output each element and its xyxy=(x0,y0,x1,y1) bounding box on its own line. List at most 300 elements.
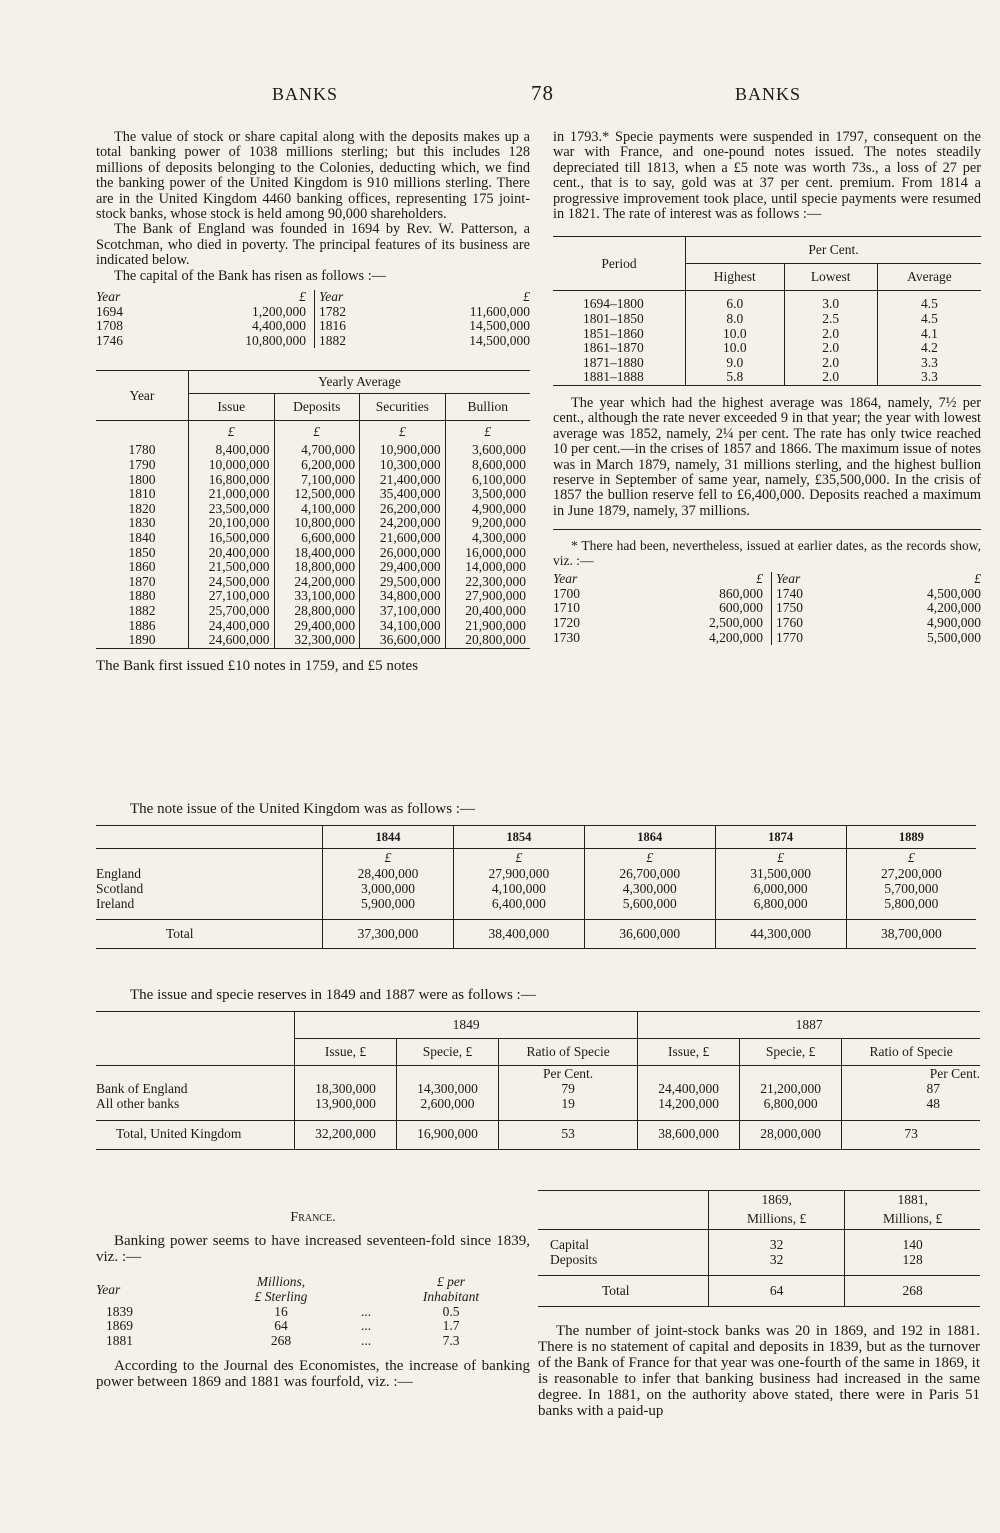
cell: 16,500,000 xyxy=(189,531,275,546)
table-row xyxy=(96,1305,516,1320)
specie-section xyxy=(96,988,980,1152)
cell: 1708 xyxy=(96,318,123,334)
cell: 860,000 xyxy=(719,585,763,601)
paragraph xyxy=(96,1358,530,1390)
cell: 18,300,000 xyxy=(295,1082,397,1097)
cell: 1840 xyxy=(128,530,156,545)
cell: 16,800,000 xyxy=(189,473,275,488)
table-row xyxy=(96,305,530,320)
paragraph: The value of stock or share capital along with the deposits makes up a total banking power of 1038 millions sterling; but this includes 128 millions of deposits belonging to the Colonies, deducting which, we find the banking power of the United Kingdom is 910 millions sterling. There are in the United Kingdom 4460 banking offices, representing 175 joint-stock banks, whose stock is held among 90,000 shareholders. xyxy=(96,129,530,223)
cell: 10,300,000 xyxy=(360,458,446,473)
cell: 4,500,000 xyxy=(927,585,981,601)
table-row xyxy=(96,560,530,575)
cell: 9,200,000 xyxy=(445,516,530,531)
cell: 3,600,000 xyxy=(445,443,530,458)
cell: 4,300,000 xyxy=(584,882,715,897)
cell: 33,100,000 xyxy=(274,589,360,604)
cell: 21,600,000 xyxy=(360,531,446,546)
leader-dots: ... xyxy=(360,1303,372,1319)
total-value: 268 xyxy=(845,1276,980,1307)
cell: 3,500,000 xyxy=(445,487,530,502)
cell: 18,800,000 xyxy=(274,560,360,575)
cell: 1800 xyxy=(128,471,156,487)
cell: 24,500,000 xyxy=(189,575,275,590)
col-group: Per Cent. xyxy=(686,237,982,264)
cell: 4.2 xyxy=(877,341,981,356)
col-ratio: Ratio of Specie xyxy=(499,1039,638,1066)
cell: 1830 xyxy=(128,515,156,531)
cell: 14,500,000 xyxy=(469,332,530,348)
cell: 1882 xyxy=(128,602,156,618)
cell: 18,400,000 xyxy=(274,546,360,561)
cell: 5,700,000 xyxy=(846,882,976,897)
cell: 53 xyxy=(499,1120,638,1149)
cell: 3.3 xyxy=(877,370,981,385)
cell: 20,400,000 xyxy=(189,546,275,561)
cell: 10,800,000 xyxy=(245,332,306,348)
cell: Capital xyxy=(550,1237,589,1252)
paragraph: Banking power seems to have increased seventeen-fold since 1839, viz. :— xyxy=(96,1233,530,1266)
cell: 3.0 xyxy=(784,297,877,312)
cell: 37,300,000 xyxy=(323,920,454,949)
col-issue: Issue xyxy=(189,394,275,421)
cell: 20,400,000 xyxy=(445,604,530,619)
table-row xyxy=(538,1238,980,1253)
leader-dots: ... xyxy=(360,1332,372,1348)
cell: 21,200,000 xyxy=(740,1082,842,1097)
cell: 1870 xyxy=(128,573,156,589)
col-sterling: £ Sterling xyxy=(254,1289,308,1304)
table-row xyxy=(553,341,981,356)
cell: 14,200,000 xyxy=(638,1097,740,1112)
paragraph: The issue and specie reserves in 1849 and 1887 were as follows :— xyxy=(130,987,536,1003)
cell: 1844 xyxy=(323,826,454,849)
cell: 10.0 xyxy=(686,327,785,342)
left-column xyxy=(96,130,530,674)
col-bullion: Bullion xyxy=(445,394,530,421)
cell: 1889 xyxy=(846,826,976,849)
cell: 1740 xyxy=(772,587,837,602)
table-row xyxy=(553,601,981,616)
table-row xyxy=(96,334,530,349)
france-power-table xyxy=(96,1275,516,1348)
cell: 140 xyxy=(845,1238,980,1253)
cell: 4.5 xyxy=(877,297,981,312)
cell: 5.8 xyxy=(686,370,785,385)
col-group: Yearly Average xyxy=(189,371,531,394)
cell: 87 xyxy=(842,1082,980,1097)
early-notes-table xyxy=(553,572,981,645)
cell: 4,300,000 xyxy=(445,531,530,546)
cell: 2.0 xyxy=(784,327,877,342)
cell: 10,000,000 xyxy=(189,458,275,473)
cell: All other banks xyxy=(96,1096,180,1111)
cell: 12,500,000 xyxy=(274,487,360,502)
col-unit: Millions, £ xyxy=(845,1209,980,1230)
col-lowest: Lowest xyxy=(784,264,877,291)
cell: Bank of England xyxy=(96,1081,188,1097)
cell: 24,400,000 xyxy=(638,1082,740,1097)
cell: 7.3 xyxy=(442,1332,460,1348)
cell: England xyxy=(96,866,141,882)
table-row xyxy=(96,882,976,897)
total-value: 64 xyxy=(709,1276,845,1307)
france-right xyxy=(538,1190,980,1419)
table-row xyxy=(96,911,976,920)
cell: 4,400,000 xyxy=(252,318,306,334)
col-specie: Specie, £ xyxy=(397,1039,499,1066)
cell: 1710 xyxy=(553,600,580,616)
cell: 1881 xyxy=(106,1332,133,1348)
cell: 32,300,000 xyxy=(274,633,360,648)
col-securities: Securities xyxy=(360,394,446,421)
col-year: Year xyxy=(315,290,380,305)
col-issue: Issue, £ xyxy=(295,1039,397,1066)
cell: 2,600,000 xyxy=(397,1097,499,1112)
cell: 21,000,000 xyxy=(189,487,275,502)
total-label: Total xyxy=(96,920,323,949)
cell: 1694 xyxy=(96,303,123,319)
cell: 28,000,000 xyxy=(740,1120,842,1149)
interest-table xyxy=(553,236,981,388)
cell: 73 xyxy=(842,1120,980,1149)
cell: 1860 xyxy=(128,559,156,575)
cell: 44,300,000 xyxy=(715,920,846,949)
cell: 24,200,000 xyxy=(360,516,446,531)
cell: 4.5 xyxy=(877,312,981,327)
table-row xyxy=(96,633,530,648)
cell: 20,100,000 xyxy=(189,516,275,531)
section-heading: France. xyxy=(290,1210,336,1225)
table-row xyxy=(96,546,530,561)
cell: Ireland xyxy=(96,895,135,911)
cell: 5,600,000 xyxy=(584,897,715,912)
table-row xyxy=(96,458,530,473)
col-per: £ per xyxy=(436,1274,466,1290)
cell: 5,900,000 xyxy=(323,897,454,912)
cell: 6.0 xyxy=(686,297,785,312)
table-row xyxy=(96,531,530,546)
cell: 1851–1860 xyxy=(583,325,644,341)
cell: 1694–1800 xyxy=(583,296,644,312)
paragraph: The note issue of the United Kingdom was as follows :— xyxy=(130,801,475,817)
cell: 27,900,000 xyxy=(445,589,530,604)
cell: 21,500,000 xyxy=(189,560,275,575)
table-row xyxy=(96,502,530,517)
table-row xyxy=(553,312,981,327)
cell: 32 xyxy=(709,1238,845,1253)
cell: 8,400,000 xyxy=(189,443,275,458)
table-row xyxy=(553,370,981,385)
cell: 10,800,000 xyxy=(274,516,360,531)
france-left xyxy=(96,1210,530,1390)
cell: 29,400,000 xyxy=(360,560,446,575)
cell: 48 xyxy=(842,1097,980,1112)
col-year: Year xyxy=(772,572,837,587)
cell: 14,000,000 xyxy=(445,560,530,575)
cell: 1801–1850 xyxy=(583,311,644,327)
cell: 79 xyxy=(499,1082,638,1097)
cell: 600,000 xyxy=(719,600,763,616)
col-period: Period xyxy=(553,237,686,291)
table-row xyxy=(553,616,981,631)
table-row xyxy=(96,1097,980,1112)
paragraph: The capital of the Bank has risen as follows :— xyxy=(114,267,386,284)
unit: £ xyxy=(360,421,446,444)
cell: £ xyxy=(584,849,715,868)
table-row xyxy=(96,604,530,619)
cell: 4,700,000 xyxy=(274,443,360,458)
col-deposits: Deposits xyxy=(274,394,360,421)
col-specie: Specie, £ xyxy=(740,1039,842,1066)
cell: 35,400,000 xyxy=(360,487,446,502)
note-issue-table xyxy=(96,825,976,951)
table-row xyxy=(96,589,530,604)
cell: 1770 xyxy=(772,631,837,646)
paragraph-text: According to the Journal des Economistes, the increase of banking power between 1869 and 1881 was fourfold, viz. :— xyxy=(96,1358,530,1391)
cell: 24,600,000 xyxy=(189,633,275,648)
cell: 31,500,000 xyxy=(715,867,846,882)
cell: 23,500,000 xyxy=(189,502,275,517)
per-cent: Per Cent. xyxy=(842,1066,980,1083)
cell: 6,200,000 xyxy=(274,458,360,473)
table-row xyxy=(96,619,530,634)
total-label: Total xyxy=(538,1276,709,1307)
cell: 13,900,000 xyxy=(295,1097,397,1112)
col-year: Year xyxy=(96,371,189,421)
cell: 26,700,000 xyxy=(584,867,715,882)
cell: 29,400,000 xyxy=(274,619,360,634)
cell: 36,600,000 xyxy=(584,920,715,949)
cell: 6,800,000 xyxy=(715,897,846,912)
col-unit: £ xyxy=(299,289,306,305)
col-unit: Millions, £ xyxy=(709,1209,845,1230)
table-row xyxy=(96,1319,516,1334)
cell: 16 xyxy=(274,1303,288,1319)
col-average: Average xyxy=(877,264,981,291)
cell: 7,100,000 xyxy=(274,473,360,488)
table-row xyxy=(96,867,976,882)
cell: Scotland xyxy=(96,881,144,896)
cell: 25,700,000 xyxy=(189,604,275,619)
cell: 32 xyxy=(709,1253,845,1268)
cell: 1820 xyxy=(128,500,156,516)
cell: 38,600,000 xyxy=(638,1120,740,1149)
cell: 1864 xyxy=(584,826,715,849)
paragraph: in 1793.* Specie payments were suspended in 1797, consequent on the war with France, and one-pound notes issued. The notes steadily depreciated till 1813, when a £5 note was worth 73s., a loss of 27 per cent., that is to say, gold was at 37 per cent. premium. From 1814 a progressive improvement took place, until specie payments were resumed in 1821. The rate of interest was as follows :— xyxy=(553,129,981,223)
table-row xyxy=(96,1112,980,1121)
paragraph: The Bank of England was founded in 1694 by Rev. W. Patterson, a Scotchman, who died in poverty. The principal features of its business are indicated below. xyxy=(96,221,530,269)
cell: 10.0 xyxy=(686,341,785,356)
cell: 28,400,000 xyxy=(323,867,454,882)
col-highest: Highest xyxy=(686,264,785,291)
cell: 3,000,000 xyxy=(323,882,454,897)
cell: 4,900,000 xyxy=(927,615,981,631)
col-inhabitant: Inhabitant xyxy=(422,1289,480,1304)
year-1849: 1849 xyxy=(295,1012,638,1039)
cell: 9.0 xyxy=(686,356,785,371)
cell: 27,200,000 xyxy=(846,867,976,882)
cell: Deposits xyxy=(550,1251,598,1267)
cell: 11,600,000 xyxy=(469,303,530,319)
per-cent: Per Cent. xyxy=(499,1066,638,1083)
cell: 4,200,000 xyxy=(709,629,763,645)
page-number: 78 xyxy=(531,81,554,105)
cell: 1880 xyxy=(128,588,156,604)
cell: 29,500,000 xyxy=(360,575,446,590)
table-row xyxy=(553,327,981,342)
col-ratio: Ratio of Specie xyxy=(842,1039,980,1066)
cell: 1780 xyxy=(128,442,156,458)
cell: 1746 xyxy=(96,332,123,348)
cell: 27,100,000 xyxy=(189,589,275,604)
cell: 64 xyxy=(274,1318,288,1334)
cell: 1871–1880 xyxy=(583,354,644,370)
table-row xyxy=(538,1267,980,1276)
cell: 1720 xyxy=(553,615,580,631)
cell: 8.0 xyxy=(686,312,785,327)
total-label: Total, United Kingdom xyxy=(96,1120,295,1149)
note-issue-section xyxy=(96,802,976,951)
cell: 1810 xyxy=(128,486,156,502)
cell: 10,900,000 xyxy=(360,443,446,458)
paragraph: The number of joint-stock banks was 20 in 1869, and 192 in 1881. There is no statement of capital and deposits in 1839, but as the turnover of the Bank of France for that year was one-fourth of the same in 1869, it is reasonable to infer that banking business had increased in the same degree. In 1881, on the authority above stated, there were in Paris 51 banks with a paid-up xyxy=(538,1323,980,1420)
right-column xyxy=(553,130,981,645)
cell: 1861–1870 xyxy=(583,340,644,356)
col-1881: 1881, xyxy=(845,1191,980,1210)
cell: 268 xyxy=(270,1332,292,1348)
cell: 14,300,000 xyxy=(397,1082,499,1097)
cell: 38,700,000 xyxy=(846,920,976,949)
cell: 1,200,000 xyxy=(252,303,306,319)
running-head-right: BANKS xyxy=(735,84,802,104)
cell: 1790 xyxy=(128,457,156,473)
cell: 1750 xyxy=(772,601,837,616)
unit: £ xyxy=(445,421,530,444)
table-row xyxy=(553,356,981,371)
cell: 6,400,000 xyxy=(453,897,584,912)
cell: 26,000,000 xyxy=(360,546,446,561)
cell: 2.0 xyxy=(784,370,877,385)
cell: 24,200,000 xyxy=(274,575,360,590)
cell: 34,100,000 xyxy=(360,619,446,634)
unit: £ xyxy=(189,421,275,444)
col-unit: £ xyxy=(974,571,981,587)
unit: £ xyxy=(274,421,360,444)
table-row xyxy=(538,1253,980,1268)
cell: 5,800,000 xyxy=(846,897,976,912)
table-row xyxy=(553,297,981,312)
cell: 24,400,000 xyxy=(189,619,275,634)
col-unit: £ xyxy=(523,289,530,305)
cell: 32,200,000 xyxy=(295,1120,397,1149)
cell: 21,900,000 xyxy=(445,619,530,634)
cell: 2.5 xyxy=(784,312,877,327)
cell: 1881–1888 xyxy=(583,369,644,385)
specie-table xyxy=(96,1011,980,1151)
cell: 4,900,000 xyxy=(445,502,530,517)
yearly-average-table xyxy=(96,370,530,650)
cell: 38,400,000 xyxy=(453,920,584,949)
cell: 28,800,000 xyxy=(274,604,360,619)
cell: 1730 xyxy=(553,629,580,645)
paragraph: The Bank first issued £10 notes in 1759, and £5 notes xyxy=(96,657,419,674)
table-row xyxy=(553,631,981,646)
cell: £ xyxy=(323,849,454,868)
cell: 37,100,000 xyxy=(360,604,446,619)
col-year: Year xyxy=(96,1281,121,1297)
cell: 4,100,000 xyxy=(274,502,360,517)
cell: 1850 xyxy=(128,544,156,560)
col-year: Year xyxy=(96,289,121,305)
cell: 1874 xyxy=(715,826,846,849)
cell: 1869 xyxy=(106,1318,133,1334)
col-year: Year xyxy=(553,571,578,587)
france-capital-table xyxy=(538,1190,980,1309)
cell: 14,500,000 xyxy=(469,318,530,334)
cell: 0.5 xyxy=(442,1303,460,1319)
cell: £ xyxy=(715,849,846,868)
cell: 128 xyxy=(845,1253,980,1268)
cell: 4,200,000 xyxy=(927,600,981,616)
table-row xyxy=(96,1082,980,1097)
capital-table xyxy=(96,290,530,348)
cell: 22,300,000 xyxy=(445,575,530,590)
cell: £ xyxy=(846,849,976,868)
cell: 34,800,000 xyxy=(360,589,446,604)
col-issue: Issue, £ xyxy=(638,1039,740,1066)
cell: 3.3 xyxy=(877,356,981,371)
leader-dots: ... xyxy=(360,1318,372,1334)
cell: 8,600,000 xyxy=(445,458,530,473)
running-head-left: BANKS xyxy=(272,84,339,104)
cell: 27,900,000 xyxy=(453,867,584,882)
table-row xyxy=(96,473,530,488)
table-row xyxy=(96,487,530,502)
cell: 36,600,000 xyxy=(360,633,446,648)
cell: 6,100,000 xyxy=(445,473,530,488)
cell: 20,800,000 xyxy=(445,633,530,648)
cell: 4.1 xyxy=(877,327,981,342)
year-1887: 1887 xyxy=(638,1012,980,1039)
table-row xyxy=(96,319,530,334)
cell: 5,500,000 xyxy=(927,629,981,645)
col-millions: Millions, xyxy=(256,1274,306,1290)
cell: 1839 xyxy=(106,1303,133,1319)
table-row xyxy=(96,575,530,590)
col-unit: £ xyxy=(756,571,763,587)
cell: 1760 xyxy=(772,616,837,631)
table-row xyxy=(553,587,981,602)
table-row xyxy=(96,443,530,458)
cell: 1816 xyxy=(315,319,380,334)
cell: 19 xyxy=(499,1097,638,1112)
cell: £ xyxy=(453,849,584,868)
cell: 6,800,000 xyxy=(740,1097,842,1112)
cell: 4,100,000 xyxy=(453,882,584,897)
cell: 1882 xyxy=(315,334,380,349)
cell: 1854 xyxy=(453,826,584,849)
cell: 1.7 xyxy=(442,1318,460,1334)
cell: 1700 xyxy=(553,585,580,601)
paragraph: The year which had the highest average was 1864, namely, 7½ per cent., although the rate never exceeded 9 in that year; the year with lowest average was 1852, namely, 2¼ per cent. The rate has only twice reached 10 per cent.—in the crises of 1857 and 1866. The maximum issue of notes was in March 1879, namely, 31 millions sterling, and the highest bullion reserve in September of same year, namely, £35,500,000. In the crisis of 1857 the bullion reserve fell to £6,400,000. Deposits reached a maximum in June 1879, namely, 37 millions. xyxy=(553,395,981,519)
cell: 1886 xyxy=(128,617,156,633)
cell: 6,000,000 xyxy=(715,882,846,897)
cell: 2,500,000 xyxy=(709,615,763,631)
table-row xyxy=(96,516,530,531)
cell: 6,600,000 xyxy=(274,531,360,546)
cell: 21,400,000 xyxy=(360,473,446,488)
